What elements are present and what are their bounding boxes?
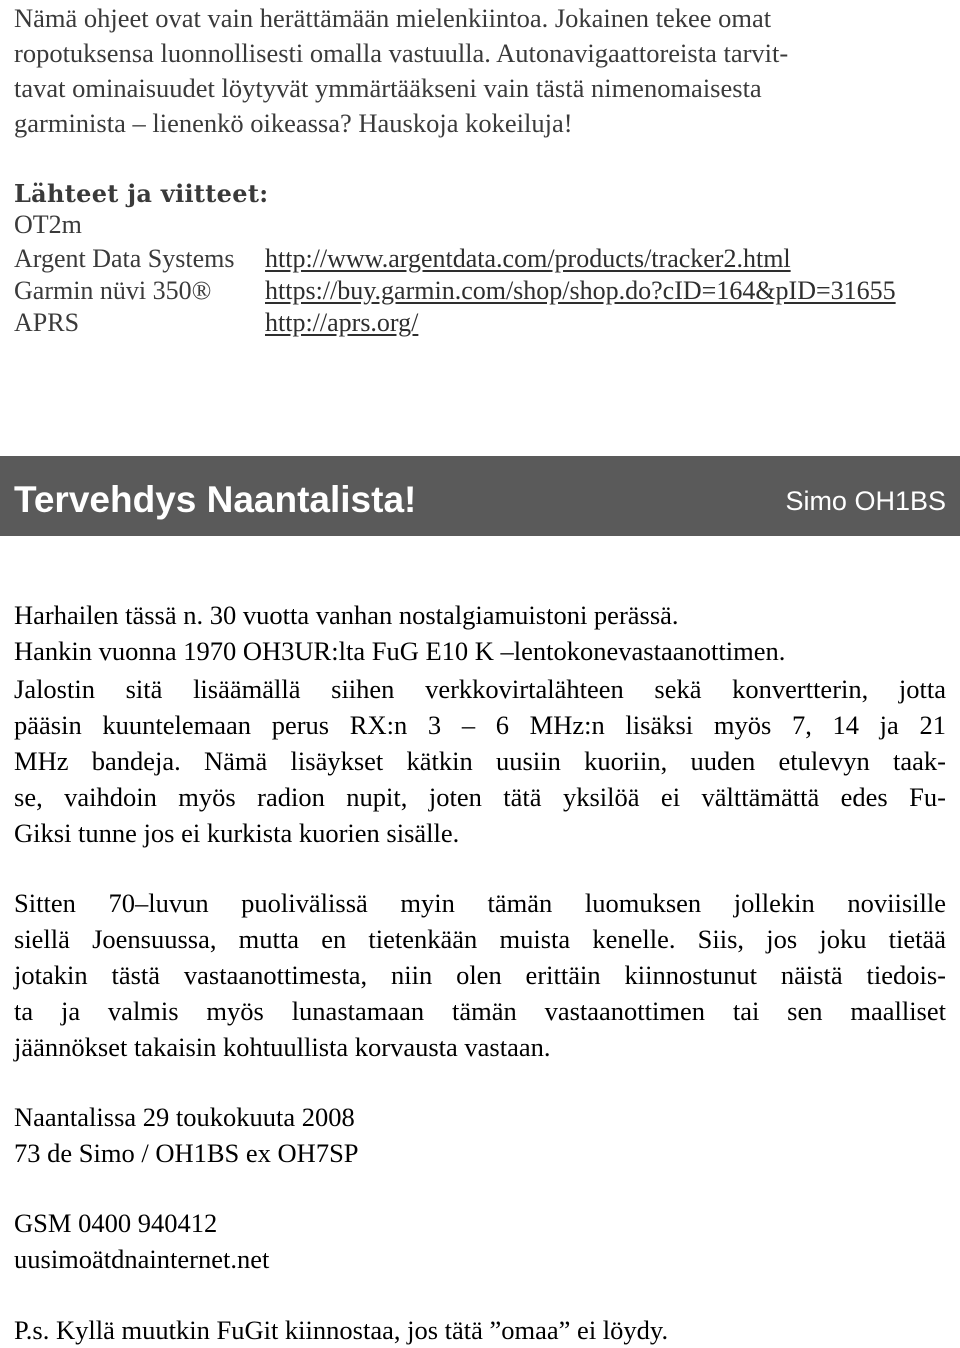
source-label-argent: Argent Data Systems xyxy=(14,244,235,273)
email-line: uusimoätdnainternet.net xyxy=(14,1244,270,1274)
paragraph-line: jotakin tästä vastaanottimesta, niin olen erittäin kiinnostunut näistä tiedois- xyxy=(14,960,946,990)
paragraph-line: pääsin kuuntelemaan perus RX:n 3 – 6 MHz:n lisäksi myös 7, 14 ja 21 xyxy=(14,710,946,740)
source-link-aprs[interactable]: http://aprs.org/ xyxy=(265,308,419,337)
paragraph-line: MHz bandeja. Nämä lisäykset kätkin uusiin kuoriin, uuden etulevyn taak- xyxy=(14,746,946,776)
source-label-ot2m: OT2m xyxy=(14,210,82,239)
paragraph-line: jäännökset takaisin kohtuullista korvausta vastaan. xyxy=(14,1032,551,1062)
signature-line: 73 de Simo / OH1BS ex OH7SP xyxy=(14,1138,359,1168)
paragraph-line: Hankin vuonna 1970 OH3UR:lta FuG E10 K –lentokonevastaanottimen. xyxy=(14,636,786,666)
source-link-garmin[interactable]: https://buy.garmin.com/shop/shop.do?cID=164&pID=31655 xyxy=(265,276,896,305)
paragraph-line: Giksi tunne jos ei kurkista kuorien sisälle. xyxy=(14,818,460,848)
paragraph-line: Sitten 70–luvun puolivälissä myin tämän luomuksen jollekin noviisille xyxy=(14,888,946,918)
paragraph-line: se, vaihdoin myös radion nupit, joten tätä yksilöä ei välttämättä edes Fu- xyxy=(14,782,946,812)
sources-heading: Lähteet ja viitteet: xyxy=(14,179,269,208)
paragraph-line: Jalostin sitä lisäämällä siihen verkkovirtalähteen sekä konvertterin, jotta xyxy=(14,674,946,704)
paragraph-line: ta ja valmis myös lunastamaan tämän vastaanottimen tai sen maalliset xyxy=(14,996,946,1026)
paragraph-line: siellä Joensuussa, mutta en tietenkään muista kenelle. Siis, jos joku tietää xyxy=(14,924,946,954)
intro-line: garminista – lienenkö oikeassa? Hauskoja kokeiluja! xyxy=(14,108,573,138)
intro-line: Nämä ohjeet ovat vain herättämään mielenkiintoa. Jokainen tekee omat xyxy=(14,3,772,33)
article-title: Tervehdys Naantalista! xyxy=(14,479,417,520)
source-label-garmin: Garmin nüvi 350® xyxy=(14,276,212,305)
source-link-argent[interactable]: http://www.argentdata.com/products/tracker2.html xyxy=(265,244,791,273)
phone-line: GSM 0400 940412 xyxy=(14,1208,218,1238)
intro-line: tavat ominaisuudet löytyvät ymmärtääkseni vain tästä nimenomaisesta xyxy=(14,73,762,103)
article-banner xyxy=(0,456,960,536)
intro-line: ropotuksensa luonnollisesti omalla vastuulla. Autonavigaattoreista tarvit- xyxy=(14,38,789,68)
postscript-line: P.s. Kyllä muutkin FuGit kiinnostaa, jos tätä ”omaa” ei löydy. xyxy=(14,1315,669,1345)
date-line: Naantalissa 29 toukokuuta 2008 xyxy=(14,1102,355,1132)
paragraph-line: Harhailen tässä n. 30 vuotta vanhan nostalgiamuistoni perässä. xyxy=(14,600,679,630)
source-label-aprs: APRS xyxy=(14,308,80,337)
article-author: Simo OH1BS xyxy=(785,486,946,516)
